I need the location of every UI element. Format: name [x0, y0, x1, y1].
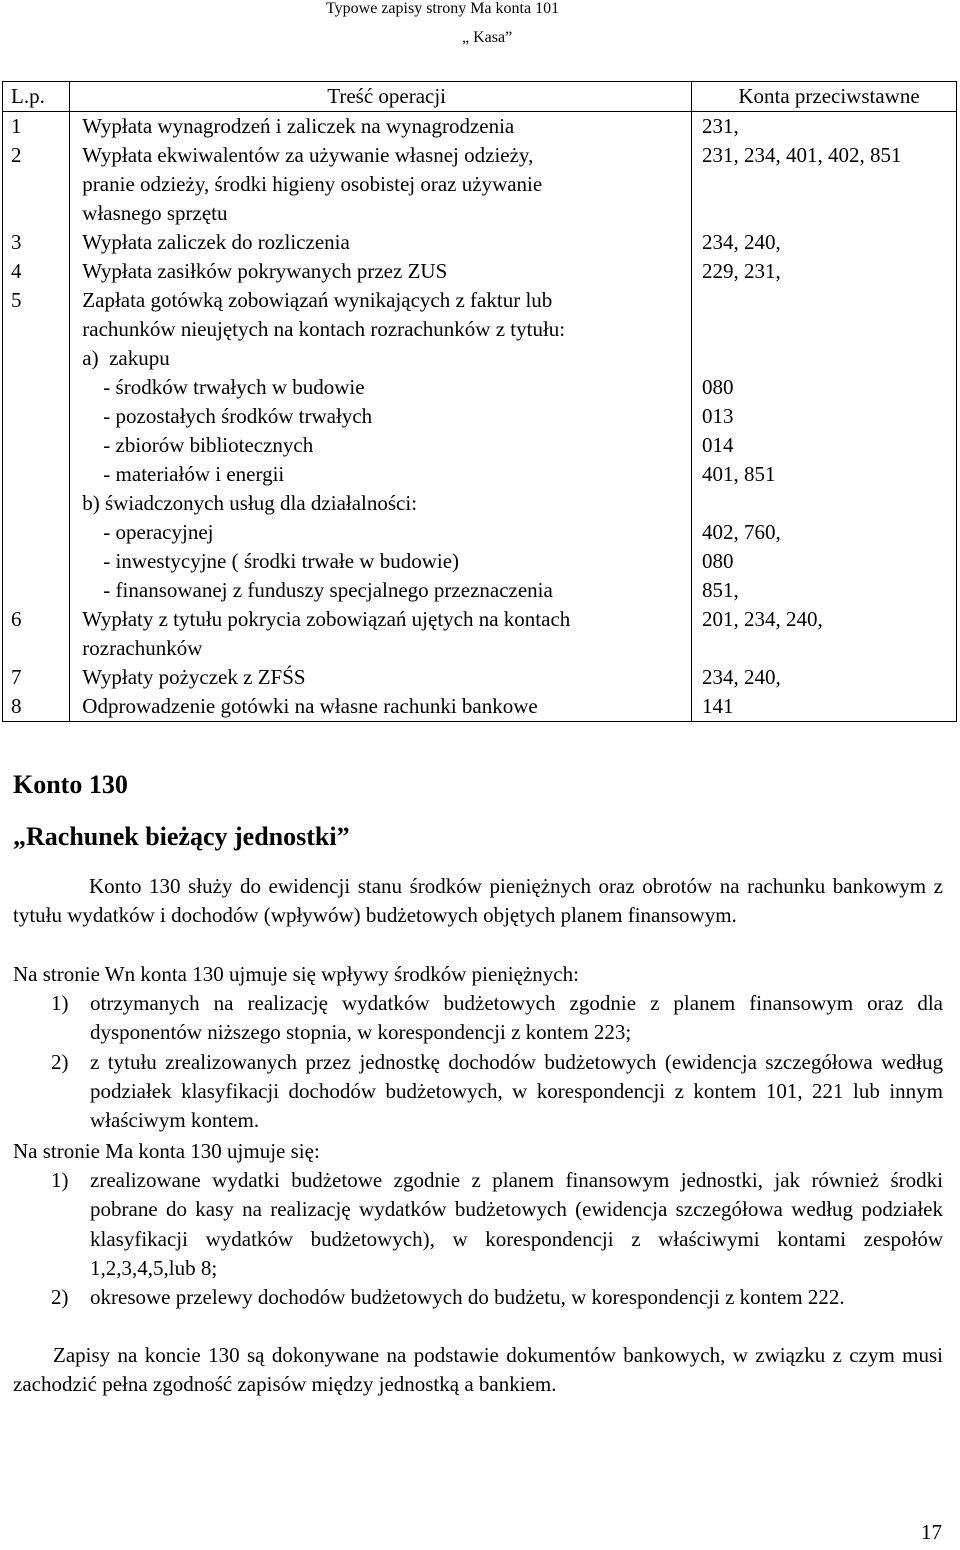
description-line: Wypłata ekwiwalentów za używanie własnej odzieży,: [82, 143, 534, 167]
description-line: - zbiorów bibliotecznych: [82, 433, 314, 457]
description-line: - operacyjnej: [82, 520, 214, 544]
accounts-line: [702, 634, 956, 663]
description-line: rozrachunków: [82, 636, 203, 660]
description-line: a) zakupu: [82, 346, 170, 370]
section-heading-konto: Konto 130: [13, 770, 128, 799]
closing-paragraph: Zapisy na koncie 130 są dokonywane na podstawie dokumentów bankowych, w związku z czym musi zachodzić pełna zgodność zapisów między jednostką a bankiem.: [13, 1343, 943, 1397]
description-line: rachunków nieujętych na kontach rozrachunków z tytułu:: [82, 317, 566, 341]
description-line: Wypłata wynagrodzeń i zaliczek na wynagrodzenia: [82, 114, 515, 138]
lp-line: 7: [11, 665, 22, 689]
accounts-line: 013: [701, 404, 734, 428]
accounts-line: [702, 315, 956, 344]
accounts-line: 234, 240,: [701, 230, 781, 254]
intro-paragraph: Konto 130 służy do ewidencji stanu środków pieniężnych oraz obrotów na rachunku bankowym z tytułu wydatków i dochodów (wpływów) budżetowych objętych planem finansowym.: [13, 874, 943, 928]
accounts-line: [702, 344, 956, 373]
title-line-1: Typowe zapisy strony Ma konta 101: [326, 0, 560, 17]
list-item-text: otrzymanych na realizację wydatków budżetowych zgodnie z planem finansowym oraz dla dysponentów niższego stopnia, w korespondencji z kontem 223;: [90, 991, 943, 1045]
accounts-line: 080: [701, 549, 734, 573]
lp-line: 4: [11, 259, 22, 283]
lp-column: [3, 112, 70, 722]
list-item: [13, 1283, 943, 1312]
lp-line: [11, 460, 69, 489]
accounts-line: 141: [701, 694, 734, 718]
lp-line: [11, 489, 69, 518]
description-line: - inwestycyjne ( środki trwałe w budowie): [82, 549, 460, 573]
lp-line: [11, 373, 69, 402]
header-lp: L.p.: [3, 82, 70, 112]
lp-line: [11, 576, 69, 605]
lp-line: [11, 170, 69, 199]
description-line: pranie odzieży, środki higieny osobistej oraz używanie: [82, 172, 543, 196]
accounts-line: 014: [701, 433, 734, 457]
list-item-number: 1): [51, 1168, 69, 1192]
description-line: Wypłaty pożyczek z ZFŚS: [82, 665, 306, 689]
lp-line: 1: [11, 114, 22, 138]
list-item-number: 1): [51, 991, 69, 1015]
description-line: - pozostałych środków trwałych: [82, 404, 373, 428]
list-item-text: z tytułu zrealizowanych przez jednostkę dochodów budżetowych (ewidencja szczegółowa według podziałek klasyfikacji dochodów budżetowych, w korespondencji z kontem 101, 221 lub innym właściwym kontem.: [90, 1049, 943, 1133]
list-item: [13, 989, 943, 1048]
page-number: 17: [921, 1520, 942, 1544]
description-line: Zapłata gotówką zobowiązań wynikających z faktur lub: [82, 288, 553, 312]
lp-line: [11, 431, 69, 460]
lp-line: [11, 634, 69, 663]
title-line-2: „ Kasa”: [462, 29, 513, 46]
description-line: - finansowanej z funduszy specjalnego przeznaczenia: [82, 578, 553, 602]
list-item-text: zrealizowane wydatki budżetowe zgodnie z planem finansowym jednostki, jak również środki pobrane do kasy na realizację wydatków budżetowych (ewidencja szczegółowa według podziałek klasyfikacji wydatków budżetowych), w korespondencji z właściwymi kontami zespołów 1,2,3,4,5,lub 8;: [90, 1168, 943, 1280]
accounts-line: 201, 234, 240,: [701, 607, 823, 631]
lp-line: [11, 344, 69, 373]
accounts-line: [702, 170, 956, 199]
list-item-number: 2): [51, 1285, 69, 1310]
accounts-line: [702, 286, 956, 315]
accounts-line: 080: [701, 375, 734, 399]
list-item: [13, 1166, 943, 1283]
description-line: Wypłata zasiłków pokrywanych przez ZUS: [82, 259, 448, 283]
header-accounts: Konta przeciwstawne: [691, 82, 956, 112]
description-line: Wypłata zaliczek do rozliczenia: [82, 230, 350, 254]
description-line: Wypłaty z tytułu pokrycia zobowiązań ujętych na kontach: [82, 607, 571, 631]
table-body-row: [3, 112, 957, 722]
lp-line: 3: [11, 230, 22, 254]
lp-line: 2: [11, 143, 22, 167]
lp-line: 5: [11, 288, 22, 312]
lp-line: [11, 547, 69, 576]
description-line: Odprowadzenie gotówki na własne rachunki bankowe: [82, 694, 538, 718]
wn-heading: Na stronie Wn konta 130 ujmuje się wpływy środków pieniężnych:: [13, 962, 579, 986]
accounts-line: 234, 240,: [701, 665, 781, 689]
accounts-line: 231,: [701, 114, 739, 138]
list-item: [13, 1048, 943, 1136]
description-line: własnego sprzętu: [82, 201, 228, 225]
lp-line: [11, 402, 69, 431]
accounts-line: 851,: [701, 578, 739, 602]
accounts-line: 402, 760,: [701, 520, 781, 544]
list-item-number: 2): [51, 1049, 69, 1074]
lp-line: [11, 199, 69, 228]
lp-line: 6: [11, 607, 22, 631]
description-line: - środków trwałych w budowie: [82, 375, 365, 399]
operations-table: [2, 81, 957, 722]
lp-line: [11, 518, 69, 547]
section-heading-rachunek: „Rachunek bieżący jednostki”: [13, 822, 350, 851]
lp-line: [11, 315, 69, 344]
accounts-line: 229, 231,: [701, 259, 781, 283]
list-item-text: okresowe przelewy dochodów budżetowych do budżetu, w korespondencji z kontem 222.: [90, 1285, 845, 1310]
accounts-line: 401, 851: [701, 462, 776, 486]
description-line: - materiałów i energii: [82, 462, 285, 486]
accounts-line: [702, 489, 956, 518]
lp-line: 8: [11, 694, 22, 718]
header-description: Treść operacji: [70, 82, 692, 112]
table-header-row: [3, 82, 957, 112]
ma-list: [13, 1166, 943, 1312]
ma-heading: Na stronie Ma konta 130 ujmuje się:: [13, 1139, 320, 1163]
wn-list: [13, 989, 943, 1135]
accounts-line: 231, 234, 401, 402, 851: [701, 143, 902, 167]
description-column: [70, 112, 692, 722]
accounts-line: [702, 199, 956, 228]
description-line: b) świadczonych usług dla działalności:: [82, 491, 418, 515]
accounts-column: [691, 112, 956, 722]
